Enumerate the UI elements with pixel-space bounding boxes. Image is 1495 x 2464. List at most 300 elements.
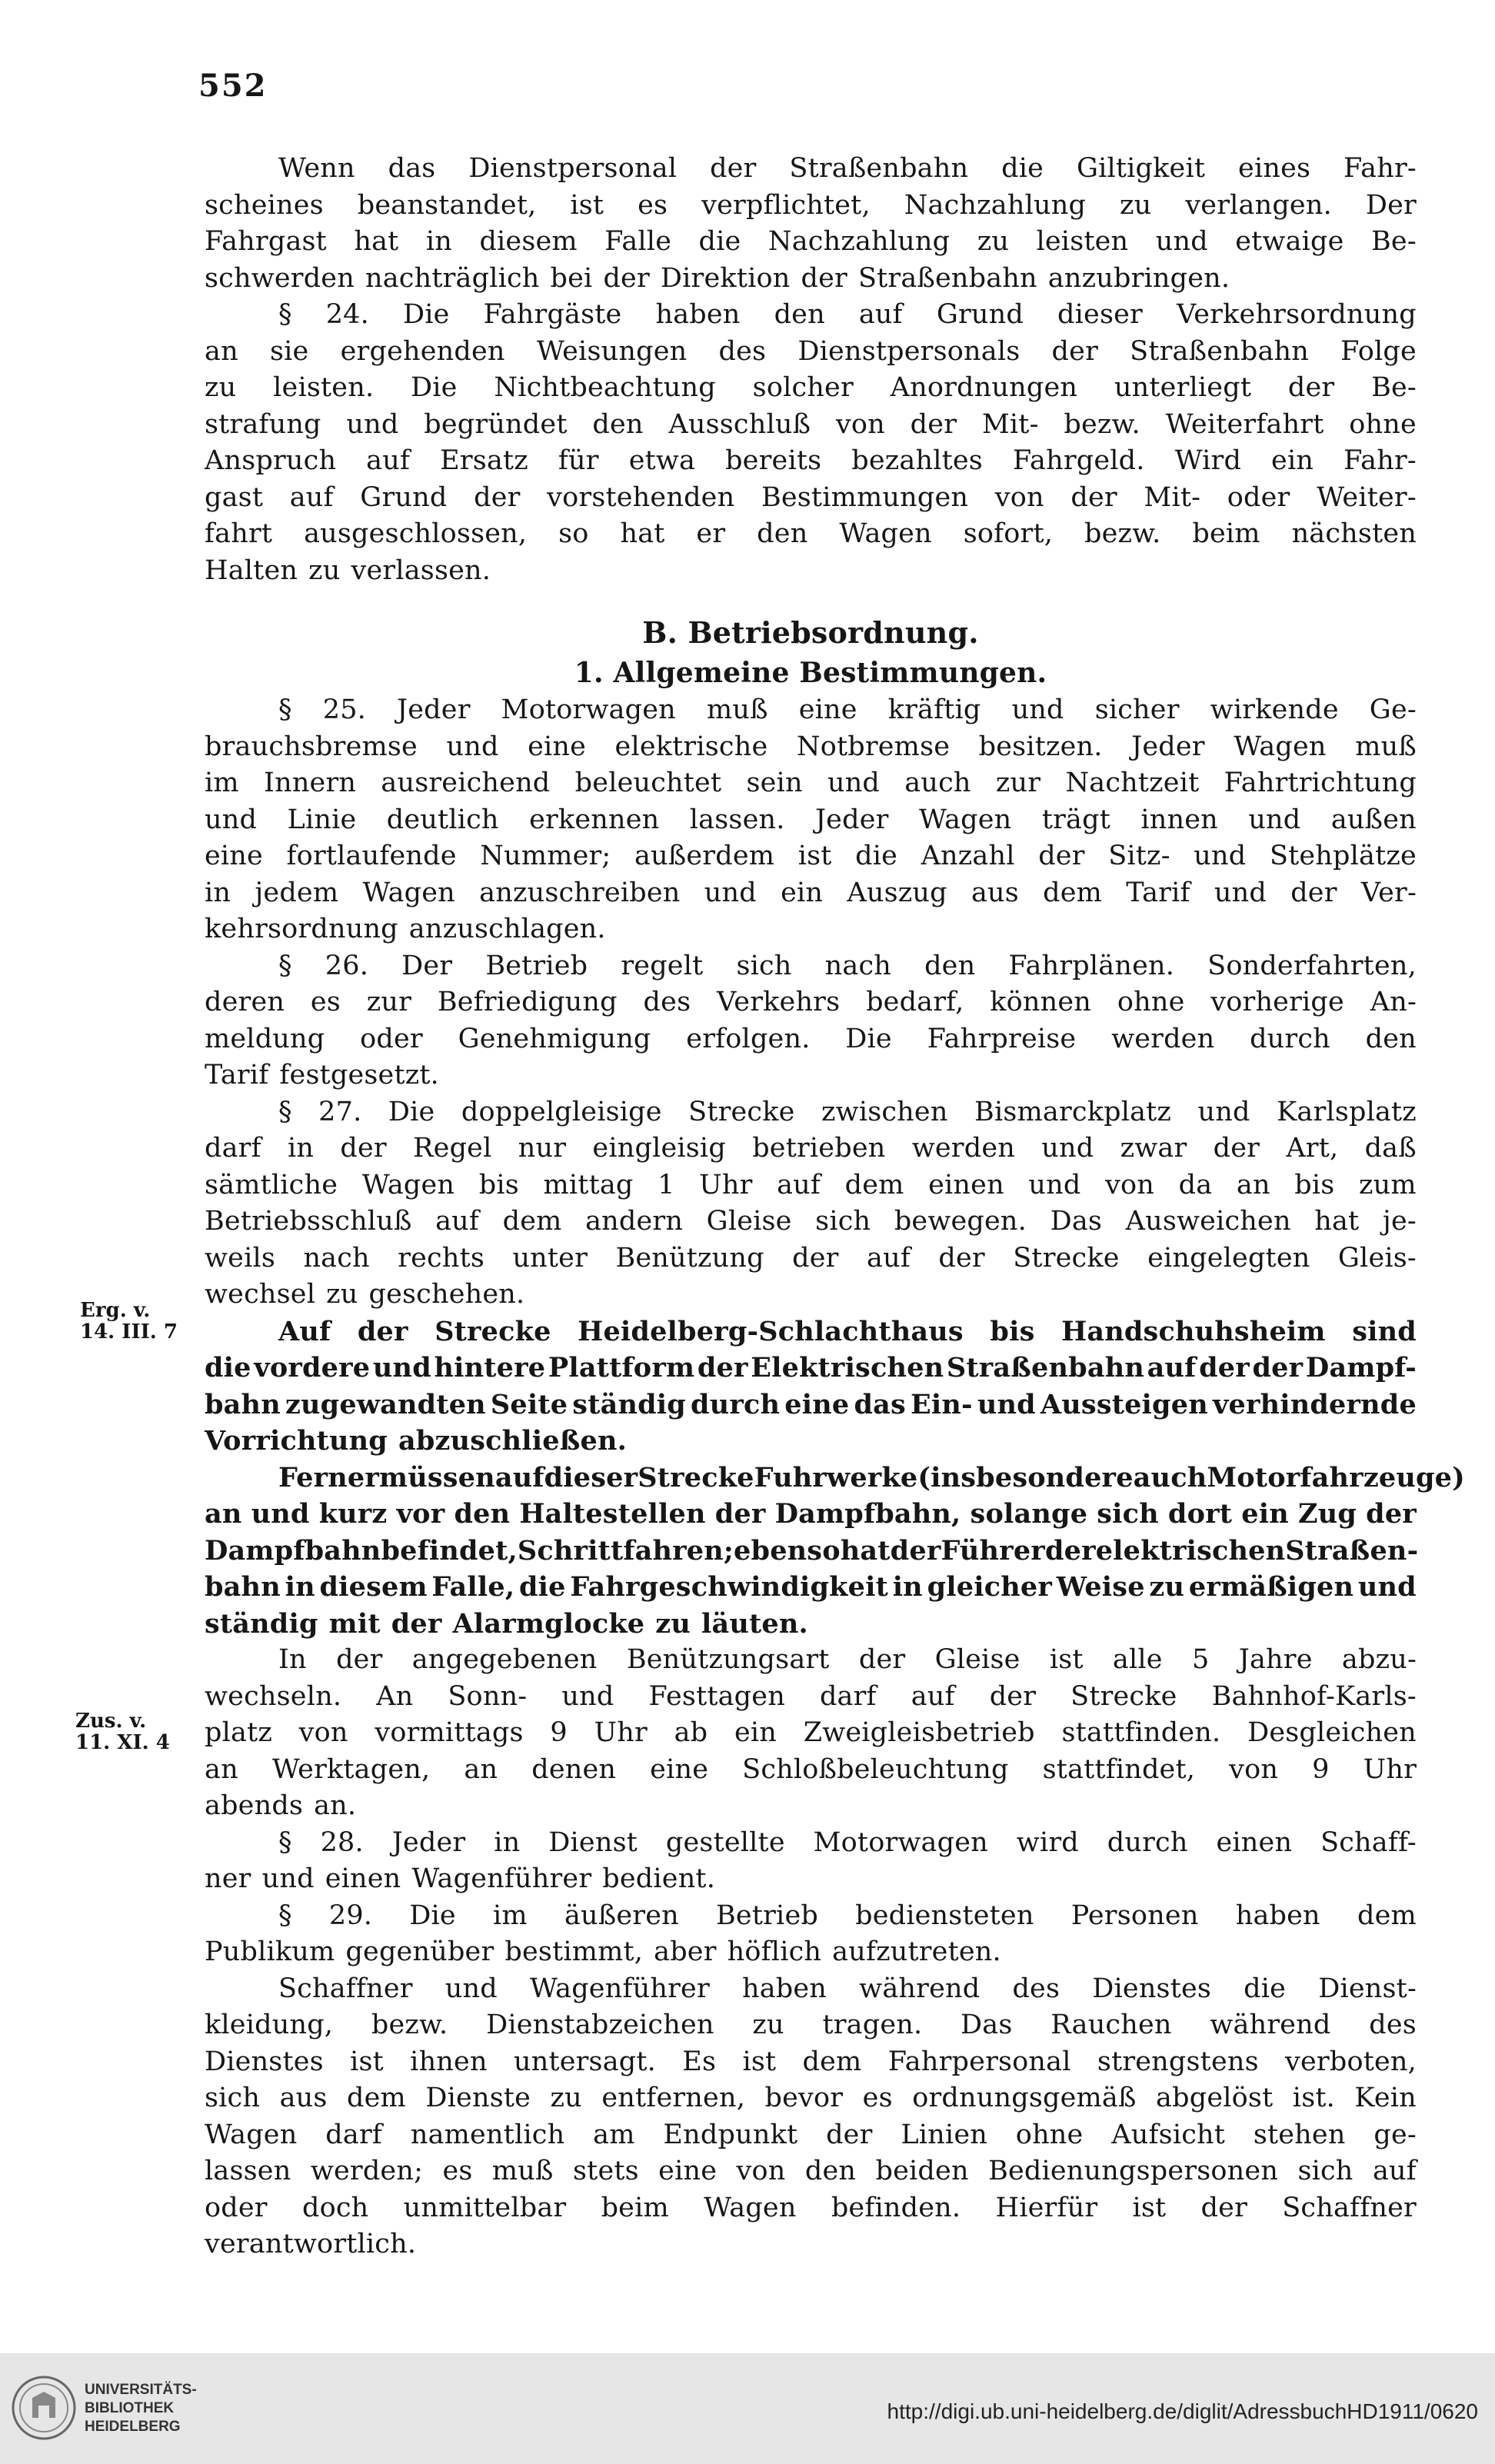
text-line (205, 1715, 1417, 1752)
word: dem (1357, 1900, 1417, 1931)
word: Ausweichen (1125, 1206, 1291, 1237)
word: haben (741, 1973, 827, 2004)
word: die (855, 841, 898, 871)
word: der (938, 1242, 985, 1274)
word: Dienstpersonal (468, 153, 678, 184)
word: Bedienungspersonen (988, 2156, 1279, 2186)
text-line (205, 729, 1417, 766)
word: Be- (1370, 226, 1417, 257)
word: Kein (1354, 2083, 1417, 2113)
word: Ver- (1360, 877, 1417, 908)
permalink-url[interactable]: http://digi.ub.uni-heidelberg.de/diglit/AdressbuchHD1911/0620 (887, 2399, 1478, 2423)
word: In (278, 1644, 307, 1675)
word: Fahr- (1344, 445, 1417, 476)
word: 5 (1191, 1644, 1210, 1675)
text-line (205, 1240, 1417, 1277)
page-body-text (205, 151, 1465, 2263)
word: und (561, 1680, 614, 1712)
word: Dienst- (1318, 1973, 1417, 2004)
word: ihnen (410, 2046, 488, 2077)
word: Strecke (638, 1461, 754, 1493)
word: ist (1132, 2192, 1167, 2223)
word: § (278, 299, 292, 330)
word: Nachzahlung (767, 226, 951, 257)
word: Weisungen (536, 335, 688, 367)
word: Innern (264, 768, 357, 798)
word: Straßen- (1285, 1534, 1419, 1567)
word: Fahrplänen. (1008, 950, 1175, 981)
page-number: 552 (198, 68, 268, 104)
margin-note-erg (80, 1300, 178, 1343)
word: eingleisig (592, 1133, 726, 1164)
word: Wagenführer (411, 1863, 592, 1894)
word: stattfindet, (1042, 1753, 1196, 1785)
word: der (391, 1607, 442, 1640)
word: Benützung (615, 1242, 764, 1274)
word: des (643, 987, 691, 1017)
word: sind (1352, 1315, 1417, 1347)
word: eine (784, 1388, 850, 1420)
margin-note-line: 14. III. 7 (80, 1320, 178, 1344)
text-line (205, 1606, 1417, 1643)
word: brauchsbremse (205, 731, 418, 762)
word: Straßenbahn (857, 262, 1037, 294)
word: eines (1238, 153, 1311, 184)
word: und (977, 1388, 1036, 1420)
word: anzuschlagen. (408, 914, 606, 944)
word: oder (360, 1023, 423, 1054)
word: fahrt (205, 518, 273, 549)
word: deren (205, 987, 285, 1017)
word: elektrischen (1095, 1534, 1286, 1567)
word: von (1229, 1753, 1279, 1785)
margin-note-line: Zus. v. (75, 1710, 147, 1733)
word: in (425, 226, 453, 257)
text-line (205, 2007, 1417, 2044)
word: nachträglich (365, 262, 540, 294)
word: Wenn (278, 153, 355, 184)
word: Schloßbeleuchtung (742, 1753, 1009, 1785)
word: Schaffner (1282, 2192, 1417, 2223)
word: von (1105, 1169, 1155, 1200)
word: Sitz- (1108, 841, 1170, 871)
word: Dampfbahn, (774, 1498, 961, 1530)
word: erkennen (529, 804, 660, 835)
word: Dampfbahn (205, 1534, 381, 1567)
word: einen (928, 1169, 1004, 1200)
word: Wird (1174, 445, 1242, 476)
word: höflich (727, 1936, 822, 1967)
word: dort (1167, 1498, 1233, 1530)
word: nur (518, 1133, 567, 1164)
word: des (1012, 1973, 1060, 2004)
word: es (638, 189, 668, 221)
word: Straßenbahn (1130, 335, 1309, 367)
word: eine (650, 1753, 709, 1785)
text-line (205, 2190, 1417, 2227)
word: jedem (255, 877, 339, 908)
word: auch (904, 768, 971, 798)
text-line (205, 1167, 1417, 1204)
word: Hierfür (995, 2192, 1098, 2223)
word: und (1194, 841, 1247, 871)
word: von (736, 2156, 786, 2186)
word: der (474, 481, 521, 513)
word: Anzahl (921, 841, 1015, 871)
word: bestimmt, (504, 1936, 644, 1967)
word: ge- (1373, 2119, 1417, 2150)
word: denen (531, 1753, 617, 1785)
word: gestellte (665, 1826, 785, 1858)
word: gast (205, 481, 264, 513)
word: kleidung, (205, 2009, 334, 2040)
word: Jeder (391, 1826, 466, 1858)
word: Dampf- (1305, 1352, 1417, 1384)
text-line (205, 1934, 1417, 1971)
word: Fahrpreise (927, 1023, 1077, 1054)
word: zu (1149, 1571, 1185, 1603)
word: ein (734, 1717, 777, 1748)
word: aber (654, 1936, 717, 1967)
word: es (310, 987, 341, 1017)
word: § (278, 950, 292, 981)
word: Strecke (435, 1315, 551, 1347)
word: sofort, (963, 518, 1054, 549)
word: kehrsordnung (205, 914, 398, 944)
word: zwar (1120, 1133, 1187, 1164)
word: An (376, 1680, 414, 1712)
word: oder (1227, 481, 1290, 513)
word: müssen (379, 1461, 495, 1493)
word: ausgeschlossen, (304, 518, 528, 549)
text-line (205, 948, 1417, 985)
word: durch (1107, 1826, 1188, 1858)
word: den (774, 299, 825, 330)
word: der (714, 1498, 766, 1530)
word: Schaff- (1320, 1826, 1417, 1858)
word: außerdem (634, 841, 775, 871)
text-line (205, 911, 1417, 948)
word: nach (824, 950, 891, 981)
word: angegebenen (411, 1644, 598, 1675)
word: dem (347, 2083, 406, 2113)
word: während (859, 1973, 981, 2004)
text-line (205, 838, 1417, 875)
word: Wagen (361, 1169, 455, 1200)
word: 27. (318, 1096, 362, 1127)
word: Seite (490, 1388, 568, 1420)
word: Halten (205, 554, 298, 586)
text-line (205, 1314, 1417, 1350)
word: hat (840, 1534, 891, 1567)
word: sich (736, 950, 792, 981)
text-line (205, 2117, 1417, 2154)
word: läuten. (701, 1607, 808, 1640)
word: der (1070, 481, 1117, 513)
word: etwaige (1235, 226, 1344, 257)
word: deutlich (386, 804, 499, 835)
word: Tarif (1126, 877, 1190, 908)
text-line (205, 151, 1417, 188)
margin-note-line: Erg. v. (80, 1299, 151, 1322)
word: anzuschreiben (479, 877, 681, 908)
word: und (1155, 226, 1208, 257)
word: ist (1049, 1644, 1084, 1675)
word: Wagenführer (530, 1973, 710, 2004)
word: der (1290, 877, 1337, 908)
university-seal-icon (11, 2375, 77, 2441)
word: den (804, 2156, 857, 2186)
word: der (1038, 841, 1085, 871)
text-line (205, 1679, 1417, 1716)
word: Die (411, 372, 458, 403)
word: verlassen. (351, 554, 491, 586)
word: Karlsplatz (1277, 1096, 1417, 1127)
word: der (910, 408, 957, 440)
text-line (205, 224, 1417, 261)
word: Motorwagen (501, 694, 676, 725)
word: Strecke (1070, 1680, 1177, 1712)
word: Schaffner (278, 1973, 413, 2004)
word: Die (388, 1096, 435, 1127)
word: Fuhrwerke (754, 1461, 918, 1493)
word: Mit- (981, 408, 1039, 440)
word: ein (1241, 1498, 1289, 1530)
word: im (205, 768, 239, 798)
word: auf (435, 1206, 480, 1237)
word: auf (494, 1461, 544, 1493)
word: ab (674, 1717, 708, 1748)
word: Dienst (548, 1826, 638, 1858)
word: § (278, 694, 292, 725)
text-line (205, 2153, 1417, 2190)
word: ohne (1015, 2119, 1084, 2150)
word: zu (205, 372, 237, 403)
word: Wagen (205, 2119, 298, 2150)
word: fahren; (623, 1534, 734, 1567)
word: Benützungsart (626, 1644, 830, 1675)
word: Ferner (278, 1461, 379, 1493)
word: festgesetzt. (279, 1060, 439, 1090)
word: an (464, 1753, 498, 1785)
word: rechts (398, 1242, 485, 1274)
word: bahn (205, 1571, 281, 1603)
word: etwa (628, 445, 696, 476)
word: auch (1133, 1461, 1207, 1493)
word: ein (781, 877, 824, 908)
word: Sonn- (448, 1680, 528, 1712)
word: abzu- (1341, 1644, 1417, 1675)
word: haben (655, 299, 741, 330)
word: Regel (413, 1133, 492, 1164)
word: meldung (205, 1023, 325, 1054)
word: abgelöst (1156, 2083, 1274, 2113)
word: bewegen. (894, 1206, 1027, 1237)
word: Mit- (1144, 481, 1201, 513)
word: eine (658, 2156, 718, 2186)
text-line (205, 1057, 1417, 1094)
word: nach (303, 1242, 370, 1274)
word: Jahre (1238, 1644, 1313, 1675)
word: auf (777, 1169, 821, 1200)
word: auf (1372, 2156, 1417, 2186)
word: kurz (318, 1498, 388, 1530)
word: sicher (1094, 694, 1180, 725)
section-heading: B. Betriebsordnung. (642, 615, 979, 650)
word: nächsten (1291, 518, 1417, 549)
word: Festtagen (648, 1680, 785, 1712)
word: ein (1271, 445, 1314, 476)
word: ist (350, 2046, 384, 2077)
word: sich (205, 2083, 261, 2113)
margin-note-zus (75, 1710, 170, 1753)
word: Publikum (205, 1936, 335, 1967)
word: bezw. (1064, 408, 1140, 440)
word: Straßenbahn (789, 153, 969, 184)
word: besitzen. (978, 731, 1103, 762)
word: Aufsicht (1111, 2119, 1226, 2150)
word: Es (682, 2046, 717, 2077)
subsection-heading: 1. Allgemeine Bestimmungen. (574, 657, 1047, 689)
word: für (558, 445, 599, 476)
word: da (1178, 1169, 1213, 1200)
word: der (340, 1133, 387, 1164)
word: bedient. (602, 1863, 716, 1894)
word: regelt (621, 950, 704, 981)
text-line (205, 692, 1417, 729)
word: Anspruch (205, 445, 337, 476)
word: geschehen. (368, 1279, 525, 1310)
word: vormittags (375, 1717, 524, 1748)
word: scheines (205, 189, 324, 221)
word: und (346, 408, 399, 440)
word: beanstandet, (357, 189, 537, 221)
word: muß (1355, 731, 1417, 762)
word: dem (802, 2046, 862, 2077)
word: in (285, 1571, 315, 1603)
word: Gleise (934, 1644, 1021, 1675)
word: den (757, 518, 808, 549)
word: Dienstabzeichen (486, 2009, 714, 2040)
word: zur (995, 768, 1041, 798)
word: der (1044, 1534, 1096, 1567)
word: Uhr (1363, 1753, 1417, 1785)
word: sich (815, 1206, 871, 1237)
text-line (205, 370, 1417, 407)
word: Fahrpersonal (887, 2046, 1071, 2077)
word: und (827, 768, 881, 798)
word: Grund (360, 481, 448, 513)
word: strafung (205, 408, 321, 440)
word: die (519, 1571, 566, 1603)
word: bezw. (371, 2009, 448, 2040)
word: das (388, 153, 436, 184)
word: an. (314, 1790, 357, 1821)
text-line (205, 1460, 1465, 1497)
word: ausreichend (381, 768, 551, 798)
word: Auszug (847, 877, 947, 908)
word: verlangen. (1185, 189, 1332, 221)
word: können (990, 987, 1092, 1017)
word: in (494, 1826, 521, 1858)
word: verhindernde (1212, 1388, 1417, 1420)
word: beim (601, 2192, 669, 2223)
text-line (205, 516, 1417, 553)
text-line (205, 407, 1417, 444)
word: zu (1120, 189, 1152, 221)
text-line (205, 443, 1417, 480)
word: sich (1097, 1498, 1159, 1530)
word: Motorwagen (813, 1826, 988, 1858)
text-line (205, 2044, 1417, 2081)
word: der (890, 1534, 941, 1567)
text-line (205, 875, 1417, 912)
word: fortlaufende (286, 841, 457, 871)
word: eine (798, 694, 857, 725)
word: befinden. (831, 2192, 961, 2223)
viewer-footer (0, 2353, 1495, 2464)
word: unter (512, 1242, 588, 1274)
word: des (1369, 2009, 1417, 2040)
word: der (1252, 1352, 1304, 1384)
text-line (205, 1423, 1417, 1460)
word: 29. (328, 1900, 373, 1931)
word: bis (990, 1315, 1035, 1347)
word: Nichtbeachtung (494, 372, 716, 403)
word: Ausschluß (668, 408, 811, 440)
word: abzuschließen. (398, 1425, 628, 1457)
text-line (205, 480, 1417, 517)
word: Giltigkeit (1076, 153, 1206, 184)
word: durch (1250, 1023, 1330, 1054)
word: bahn (205, 1388, 281, 1420)
word: Gleis- (1337, 1242, 1417, 1274)
text-line (205, 334, 1417, 371)
word: und (1011, 694, 1064, 725)
word: vorherige (1210, 987, 1344, 1017)
word: alle (1112, 1644, 1163, 1675)
word: Grund (936, 299, 1024, 330)
word: am (593, 2119, 635, 2150)
word: zu (977, 226, 1010, 257)
word: Betriebsschluß (205, 1206, 412, 1237)
word: 26. (325, 950, 369, 981)
word: Notbremse (796, 731, 951, 762)
word: § (278, 1826, 292, 1858)
word: Werktagen, (271, 1753, 431, 1785)
word: Ersatz (440, 445, 528, 476)
word: und (1028, 1169, 1081, 1200)
text-line (205, 2226, 1417, 2263)
word: aus (971, 877, 1019, 908)
word: eine (205, 841, 263, 871)
word: auf (289, 481, 334, 513)
text-line (205, 1752, 1417, 1789)
text-line (205, 1021, 1417, 1058)
word: der (1199, 1352, 1250, 1384)
word: der (792, 1242, 839, 1274)
word: von (835, 408, 885, 440)
word: erfolgen. (686, 1023, 811, 1054)
word: Fahrgast (205, 226, 327, 257)
word: auf (858, 299, 903, 330)
word: anzubringen. (1047, 262, 1230, 294)
text-line (205, 1496, 1417, 1533)
word: verantwortlich. (205, 2229, 417, 2259)
word: in (205, 877, 231, 908)
word: dieser (544, 1461, 638, 1493)
word: leisten. (273, 372, 375, 403)
